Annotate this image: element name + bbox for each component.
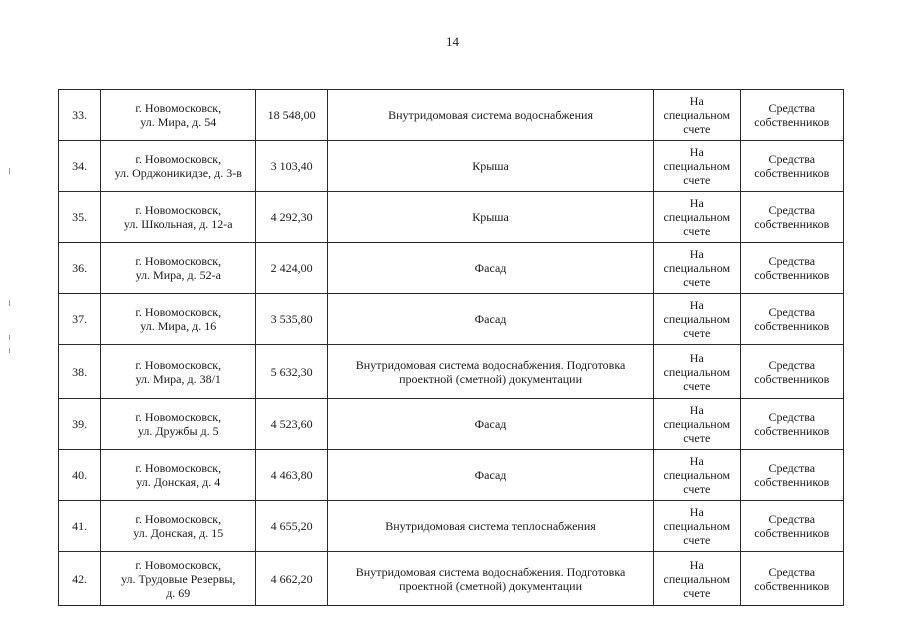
account-cell bbox=[654, 141, 741, 192]
work-type-line: Внутридомовая система водоснабжения bbox=[388, 108, 593, 122]
funding-line: собственников bbox=[754, 424, 830, 438]
address-cell bbox=[101, 345, 256, 399]
work-type-cell bbox=[328, 501, 654, 552]
work-type-line: Фасад bbox=[474, 417, 507, 431]
funding-line: Средства bbox=[768, 203, 816, 217]
row-number: 41. bbox=[59, 501, 101, 552]
funding-cell bbox=[740, 90, 843, 141]
funding-cell bbox=[740, 345, 843, 399]
table-row bbox=[59, 501, 844, 552]
address-cell bbox=[101, 141, 256, 192]
address-street: ул. Школьная, д. 12-а bbox=[123, 217, 233, 231]
funding-line: собственников bbox=[754, 166, 830, 180]
account-cell bbox=[654, 552, 741, 606]
funding-line: собственников bbox=[754, 371, 830, 386]
area-cell: 4 655,20 bbox=[256, 501, 328, 552]
work-type-cell bbox=[328, 243, 654, 294]
funding-cell bbox=[740, 141, 843, 192]
account-line: специальном bbox=[663, 210, 731, 224]
funding-line: собственников bbox=[754, 268, 830, 282]
address-street: ул. Мира, д. 54 bbox=[140, 115, 217, 129]
row-number: 42. bbox=[59, 552, 101, 606]
address-street: ул. Донская, д. 15 bbox=[133, 526, 224, 540]
funding-line: Средства bbox=[768, 564, 816, 579]
account-line: На bbox=[689, 145, 704, 159]
row-number: 39. bbox=[59, 399, 101, 450]
address-street: ул. Орджоникидзе, д. 3-в bbox=[114, 166, 242, 180]
address-cell bbox=[101, 294, 256, 345]
area-cell: 4 523,60 bbox=[256, 399, 328, 450]
funding-line: собственников bbox=[754, 217, 830, 231]
account-cell bbox=[654, 399, 741, 450]
funding-line: Средства bbox=[768, 357, 816, 372]
work-type-line: проектной (сметной) документации bbox=[399, 371, 582, 386]
row-number: 37. bbox=[59, 294, 101, 345]
work-type-cell bbox=[328, 141, 654, 192]
page-number: 14 bbox=[446, 34, 459, 49]
funding-cell bbox=[740, 450, 843, 501]
area-cell: 4 662,20 bbox=[256, 552, 328, 606]
work-type-cell bbox=[328, 450, 654, 501]
account-cell bbox=[654, 243, 741, 294]
account-line: счете bbox=[683, 378, 711, 393]
account-line: специальном bbox=[663, 468, 731, 482]
row-number: 35. bbox=[59, 192, 101, 243]
account-line: счете bbox=[683, 224, 711, 238]
work-type-cell bbox=[328, 294, 654, 345]
account-line: На bbox=[689, 247, 704, 261]
scan-artifact bbox=[9, 168, 10, 174]
table-row bbox=[59, 90, 844, 141]
account-line: На bbox=[689, 298, 704, 312]
work-type-line: Крыша bbox=[472, 159, 509, 173]
address-street: ул. Мира, д. 38/1 bbox=[135, 371, 221, 386]
account-line: специальном bbox=[663, 312, 731, 326]
work-type-cell bbox=[328, 552, 654, 606]
address-city: г. Новомосковск, bbox=[135, 557, 222, 572]
work-type-cell bbox=[328, 192, 654, 243]
scan-artifact bbox=[9, 348, 10, 353]
funding-cell bbox=[740, 192, 843, 243]
table-row bbox=[59, 294, 844, 345]
address-street: ул. Донская, д. 4 bbox=[136, 475, 221, 489]
work-type-line: проектной (сметной) документации bbox=[399, 578, 582, 593]
address-street: ул. Мира, д. 16 bbox=[140, 319, 217, 333]
table-row bbox=[59, 450, 844, 501]
table-row bbox=[59, 345, 844, 399]
address-city: г. Новомосковск, bbox=[135, 254, 222, 268]
address-cell bbox=[101, 90, 256, 141]
account-line: На bbox=[689, 196, 704, 210]
area-cell: 5 632,30 bbox=[256, 345, 328, 399]
account-line: На bbox=[689, 505, 704, 519]
work-type-cell bbox=[328, 90, 654, 141]
account-cell bbox=[654, 501, 741, 552]
address-city: г. Новомосковск, bbox=[135, 512, 222, 526]
work-type-line: Фасад bbox=[474, 312, 507, 326]
address-city: г. Новомосковск, bbox=[135, 305, 222, 319]
work-type-line: Внутридомовая система водоснабжения. Подготовка bbox=[355, 564, 626, 579]
account-line: счете bbox=[683, 533, 711, 547]
account-line: На bbox=[689, 94, 704, 108]
row-number: 33. bbox=[59, 90, 101, 141]
table-row bbox=[59, 552, 844, 606]
account-line: На bbox=[689, 350, 704, 365]
account-line: счете bbox=[683, 275, 711, 289]
area-cell: 2 424,00 bbox=[256, 243, 328, 294]
address-cell bbox=[101, 399, 256, 450]
table-row bbox=[59, 243, 844, 294]
account-line: На bbox=[689, 454, 704, 468]
work-type-cell bbox=[328, 399, 654, 450]
funding-line: Средства bbox=[768, 461, 816, 475]
work-type-line: Внутридомовая система теплоснабжения bbox=[385, 519, 596, 533]
account-line: специальном bbox=[663, 364, 731, 379]
address-cell bbox=[101, 243, 256, 294]
account-line: На bbox=[689, 403, 704, 417]
area-cell: 3 103,40 bbox=[256, 141, 328, 192]
address-street: д. 69 bbox=[166, 585, 191, 600]
housing-registry-table bbox=[58, 89, 844, 606]
work-type-line: Фасад bbox=[474, 261, 507, 275]
account-cell bbox=[654, 345, 741, 399]
scan-artifact bbox=[9, 335, 10, 340]
work-type-line: Внутридомовая система водоснабжения. Подготовка bbox=[355, 357, 626, 372]
row-number: 36. bbox=[59, 243, 101, 294]
funding-line: Средства bbox=[768, 101, 816, 115]
funding-line: собственников bbox=[754, 319, 830, 333]
funding-cell bbox=[740, 399, 843, 450]
funding-line: собственников bbox=[754, 115, 830, 129]
funding-line: Средства bbox=[768, 152, 816, 166]
address-cell bbox=[101, 192, 256, 243]
address-cell bbox=[101, 501, 256, 552]
address-city: г. Новомосковск, bbox=[135, 152, 222, 166]
account-line: специальном bbox=[663, 519, 731, 533]
account-line: специальном bbox=[663, 261, 731, 275]
area-cell: 4 292,30 bbox=[256, 192, 328, 243]
account-line: счете bbox=[683, 585, 711, 600]
funding-line: Средства bbox=[768, 410, 816, 424]
address-street: ул. Дружбы д. 5 bbox=[137, 424, 219, 438]
scan-artifact bbox=[9, 300, 10, 306]
address-city: г. Новомосковск, bbox=[135, 410, 222, 424]
account-line: специальном bbox=[663, 159, 731, 173]
funding-line: Средства bbox=[768, 512, 816, 526]
account-line: специальном bbox=[663, 108, 731, 122]
funding-cell bbox=[740, 501, 843, 552]
account-cell bbox=[654, 90, 741, 141]
work-type-line: Фасад bbox=[474, 468, 507, 482]
funding-line: собственников bbox=[754, 526, 830, 540]
row-number: 34. bbox=[59, 141, 101, 192]
funding-line: собственников bbox=[754, 578, 830, 593]
table-row bbox=[59, 399, 844, 450]
funding-cell bbox=[740, 243, 843, 294]
account-cell bbox=[654, 192, 741, 243]
funding-cell bbox=[740, 294, 843, 345]
address-street: ул. Трудовые Резервы, bbox=[121, 571, 236, 586]
area-cell: 4 463,80 bbox=[256, 450, 328, 501]
account-line: счете bbox=[683, 173, 711, 187]
account-line: счете bbox=[683, 122, 711, 136]
area-cell: 18 548,00 bbox=[256, 90, 328, 141]
address-city: г. Новомосковск, bbox=[135, 101, 222, 115]
row-number: 40. bbox=[59, 450, 101, 501]
table-body bbox=[59, 90, 844, 606]
address-city: г. Новомосковск, bbox=[135, 357, 222, 372]
table-row bbox=[59, 141, 844, 192]
address-city: г. Новомосковск, bbox=[135, 461, 222, 475]
funding-line: Средства bbox=[768, 305, 816, 319]
account-cell bbox=[654, 294, 741, 345]
row-number: 38. bbox=[59, 345, 101, 399]
area-cell: 3 535,80 bbox=[256, 294, 328, 345]
funding-line: Средства bbox=[768, 254, 816, 268]
address-street: ул. Мира, д. 52-а bbox=[135, 268, 221, 282]
address-cell bbox=[101, 450, 256, 501]
account-line: специальном bbox=[663, 571, 731, 586]
work-type-cell bbox=[328, 345, 654, 399]
funding-cell bbox=[740, 552, 843, 606]
funding-line: собственников bbox=[754, 475, 830, 489]
table-row bbox=[59, 192, 844, 243]
account-line: счете bbox=[683, 431, 711, 445]
work-type-line: Крыша bbox=[472, 210, 509, 224]
account-cell bbox=[654, 450, 741, 501]
account-line: специальном bbox=[663, 417, 731, 431]
address-city: г. Новомосковск, bbox=[135, 203, 222, 217]
account-line: счете bbox=[683, 482, 711, 496]
account-line: На bbox=[689, 557, 704, 572]
account-line: счете bbox=[683, 326, 711, 340]
address-cell bbox=[101, 552, 256, 606]
